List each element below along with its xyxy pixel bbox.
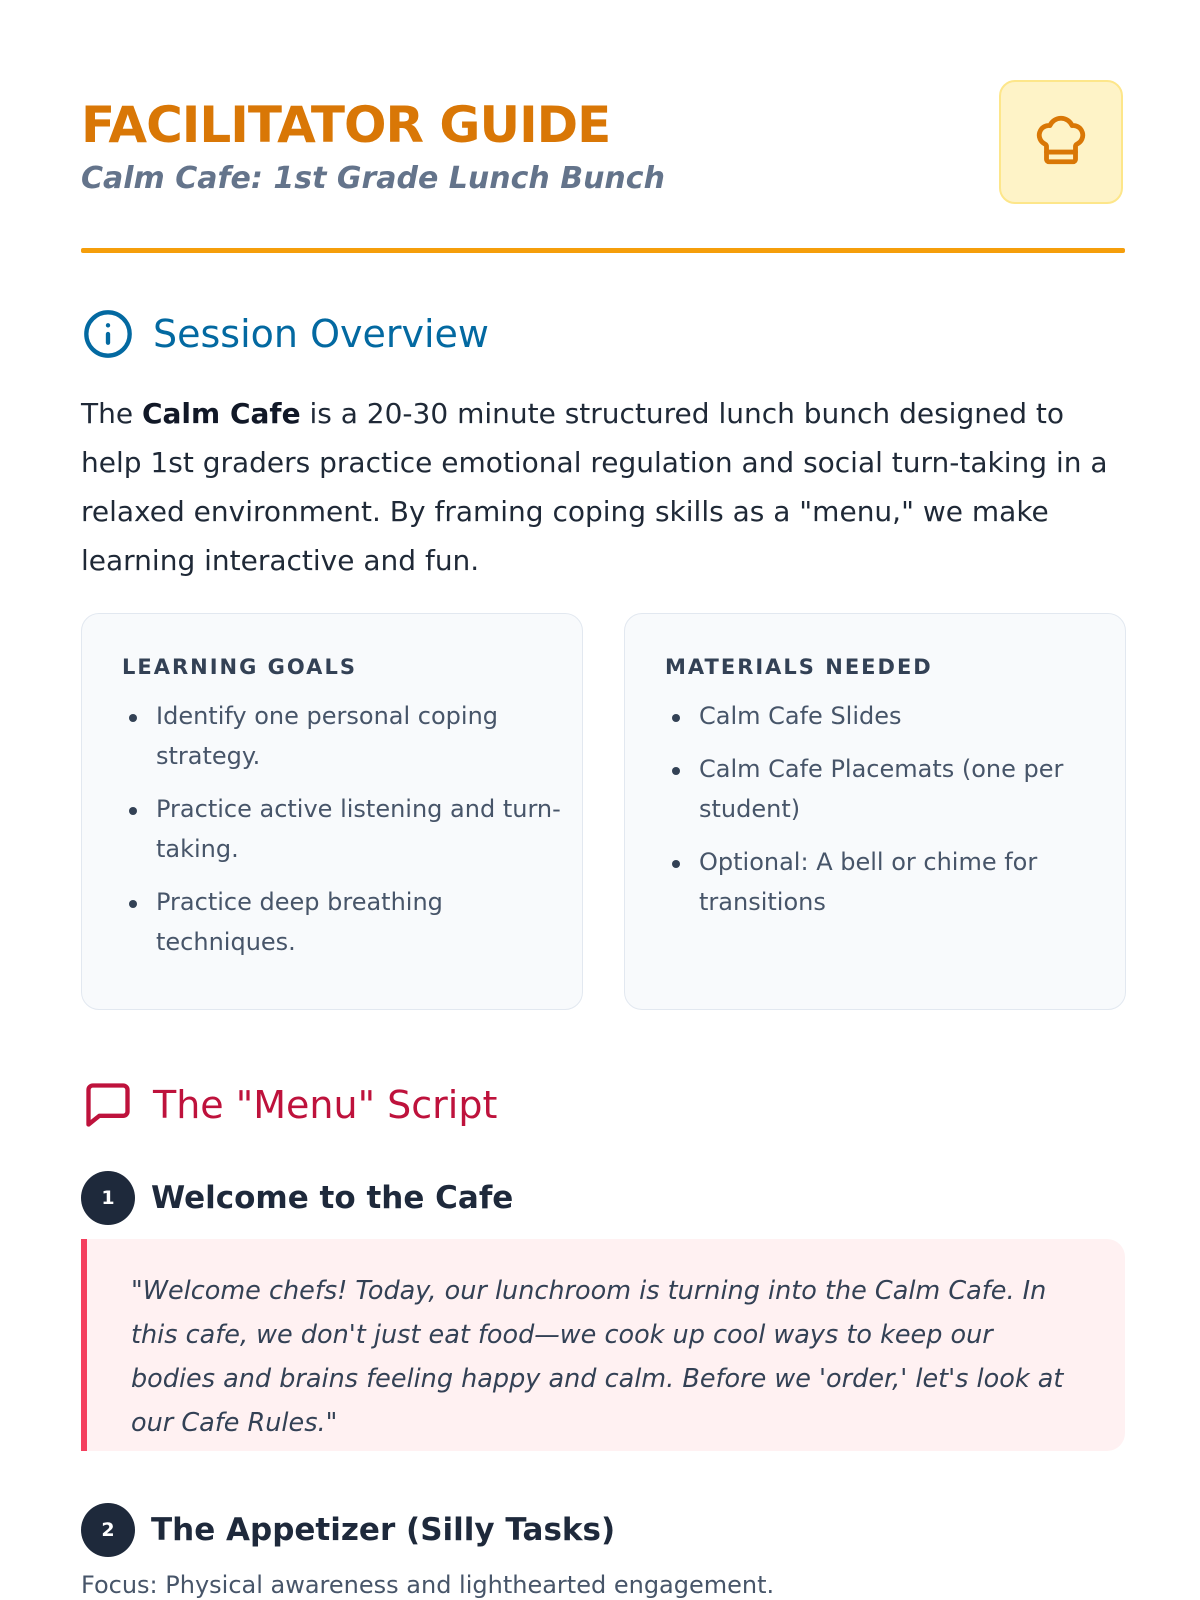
step-1-heading <box>81 1171 513 1225</box>
step-number-badge: 2 <box>81 1503 135 1557</box>
list-item: Calm Cafe Slides <box>665 696 1105 736</box>
script-quote <box>81 1239 1125 1451</box>
step-2-heading <box>81 1503 615 1557</box>
step-focus-text: Focus: Physical awareness and lighthearted engagement. <box>81 1571 775 1599</box>
page-subtitle: Calm Cafe: 1st Grade Lunch Bunch <box>81 161 665 196</box>
page-title: FACILITATOR GUIDE <box>81 96 611 154</box>
learning-goals-card <box>81 613 583 1010</box>
chef-hat-icon <box>1032 111 1090 173</box>
info-icon <box>81 307 135 361</box>
intro-bold: Calm Cafe <box>141 397 301 430</box>
list-item: Practice active listening and turn-taking. <box>122 789 562 869</box>
chef-badge <box>999 80 1123 204</box>
card-heading: LEARNING GOALS <box>122 655 357 679</box>
list-item: Practice deep breathing techniques. <box>122 882 562 962</box>
intro-rest: is a 20-30 minute structured lunch bunch designed to help 1st graders practice emotional regulation and social turn-taking in a relaxed environment. By framing coping skills as a "menu," we make learning interactive and fun. <box>81 397 1108 577</box>
menu-script-heading <box>81 1078 497 1132</box>
materials-card <box>624 613 1126 1010</box>
step-number-badge: 1 <box>81 1171 135 1225</box>
list-item: Identify one personal coping strategy. <box>122 696 562 776</box>
overview-paragraph <box>81 389 1131 585</box>
session-overview-heading <box>81 307 489 361</box>
list-item: Optional: A bell or chime for transitions <box>665 842 1105 922</box>
section-title: Session Overview <box>153 312 489 356</box>
section-title: The "Menu" Script <box>153 1083 498 1127</box>
chat-bubble-icon <box>81 1078 135 1132</box>
materials-list <box>665 696 1105 922</box>
list-item: Calm Cafe Placemats (one per student) <box>665 749 1105 829</box>
card-heading: MATERIALS NEEDED <box>665 655 933 679</box>
header <box>81 80 1125 208</box>
step-title: Welcome to the Cafe <box>151 1179 514 1216</box>
learning-goals-list <box>122 696 562 962</box>
header-divider <box>81 248 1125 253</box>
step-title: The Appetizer (Silly Tasks) <box>151 1511 616 1548</box>
quote-text: "Welcome chefs! Today, our lunchroom is turning into the Calm Cafe. In this cafe, we don't just eat food—we cook up cool ways to keep our bodies and brains feeling happy and calm. Before we 'order,' let's look at our Cafe Rules." <box>131 1276 1064 1438</box>
intro-start: The <box>81 397 142 430</box>
